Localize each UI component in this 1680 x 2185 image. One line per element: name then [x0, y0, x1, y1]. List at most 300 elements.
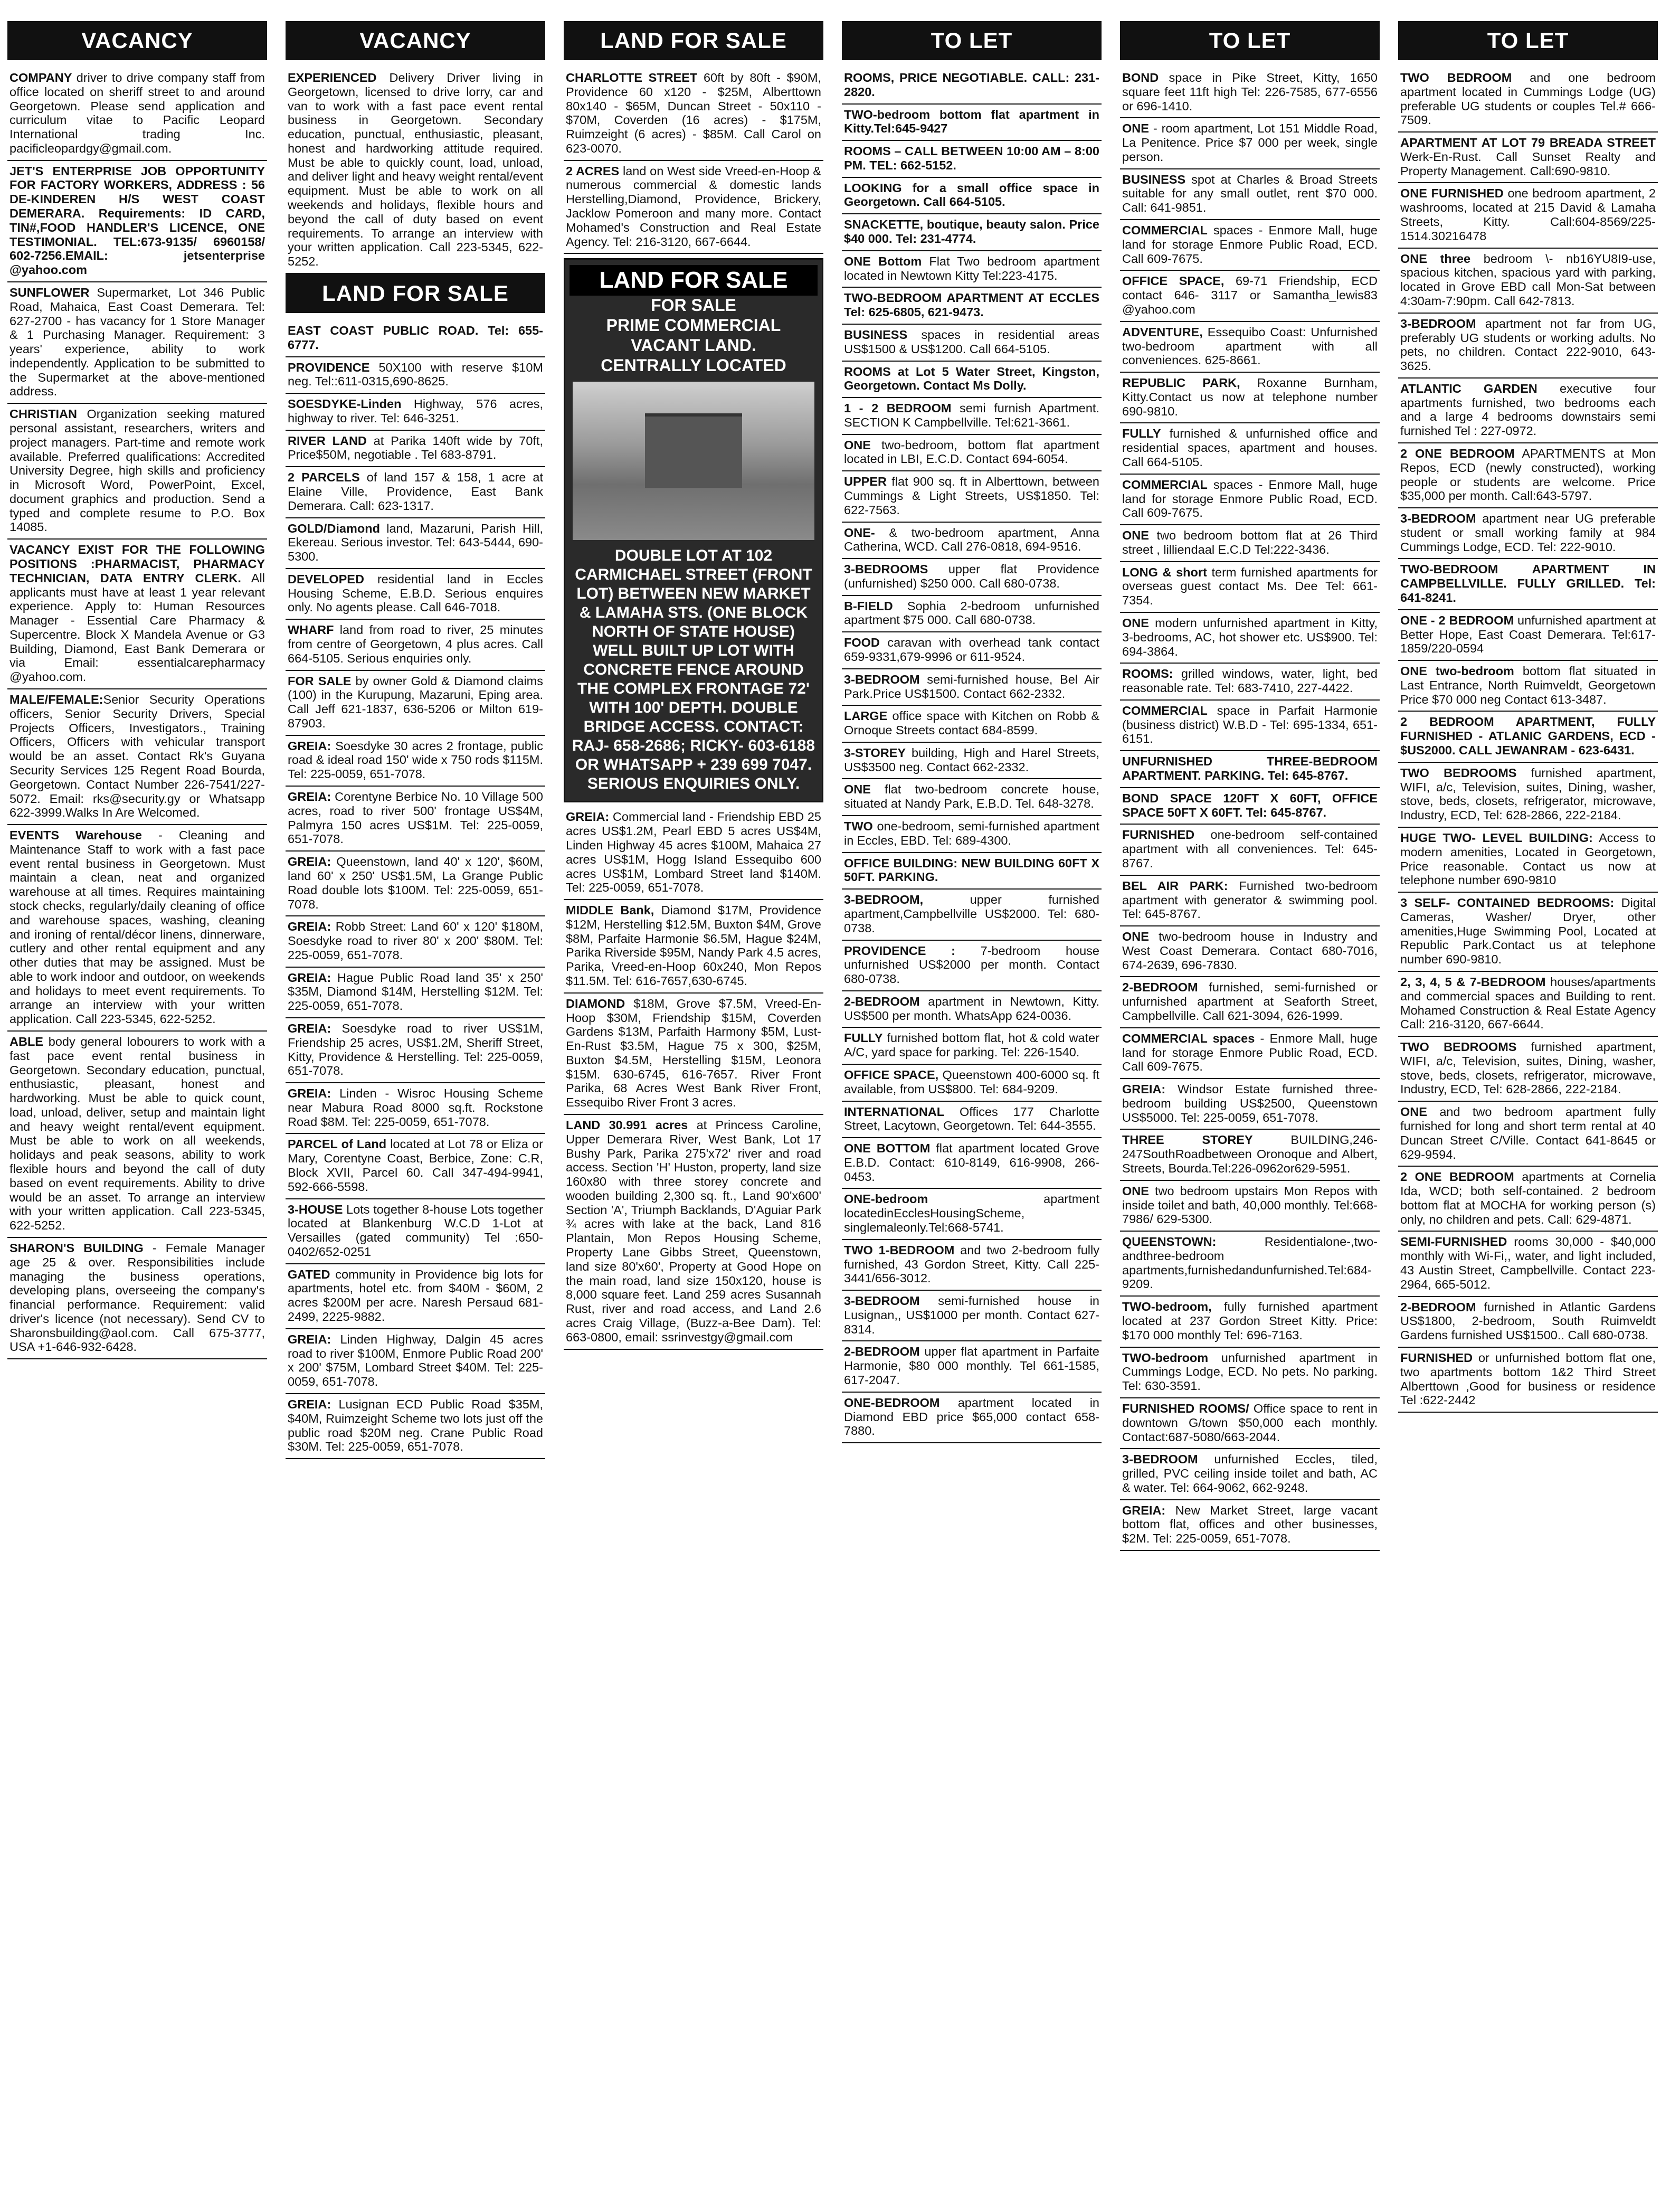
classified-ad [842, 890, 1102, 940]
section-header: LAND FOR SALE [286, 274, 545, 313]
ad-lead: CHRISTIAN [10, 407, 77, 421]
classified-ad [1120, 1232, 1380, 1297]
ad-lead: FULLY [844, 1031, 883, 1045]
ad-lead: 2 ACRES [566, 164, 620, 178]
classified-ad [1398, 68, 1658, 133]
classified-ad [564, 68, 823, 161]
classified-ad [1120, 664, 1380, 701]
ad-lead: 3-BEDROOM [1400, 316, 1476, 330]
section-header: LAND FOR SALE [564, 21, 823, 60]
ad-lead: LONG & short [1122, 565, 1207, 579]
ad-text: apartment near UG preferable student or small working family at 984 Cummings Lodge, ECD. Tel: 222-9010. [1400, 512, 1656, 554]
featured-ad-line: FOR SALE [651, 296, 736, 315]
ad-text: two-bedroom house in Industry and West Coast Demerara. Contact 680-7016, 674-2639, 696-7830. [1122, 930, 1378, 972]
classified-ad [1120, 322, 1380, 373]
ad-lead: GREIA: [288, 1086, 331, 1101]
classified-ad [842, 1393, 1102, 1443]
classified-ad [7, 161, 267, 282]
column-vacancy-1 [7, 21, 267, 2164]
classified-ad [1120, 788, 1380, 825]
classified-ad [286, 357, 545, 394]
section-header: TO LET [1398, 21, 1658, 60]
ad-text: Commercial land - Friendship EBD 25 acres US$1.2M, Pearl EBD 5 acres US$4M, Linden Highway 45 acres $100M, Mahaica 27 acres US$1M, Hogg Island Essequibo 600 acres US$1M, Lombard Street land $140M. Tel: 225-0059, 651-7078. [566, 810, 821, 895]
classified-ad [1398, 183, 1658, 248]
ad-text: apartment in Newtown, Kitty. US$500 per month. WhatsApp 624-0036. [844, 994, 1099, 1023]
ad-text: spot at Charles & Broad Streets suitable for any small outlet, rent $70 000. Call: 641-9851. [1122, 172, 1378, 215]
classified-ad [842, 1065, 1102, 1102]
ad-text: Soesdyke road to river US$1M, Friendship 25 acres, US$1.2M, Sheriff Street, Kitty, Providence & Herstelling. Tel: 225-0059, 651-7078. [288, 1021, 543, 1078]
ad-text: - room apartment, Lot 151 Middle Road, La Penitence. Price $7 000 per week, single person. [1122, 121, 1378, 164]
ad-text: Highway, 576 acres, highway to river. Tel: 646-3251. [288, 397, 543, 425]
ad-lead: TWO-BEDROOM APARTMENT AT ECCLES Tel: 625-6805, 621-9473. [844, 291, 1099, 319]
ad-lead: ONE Bottom [844, 254, 922, 268]
ad-text: Senior Security Operations officers, Senior Security Drivers, Special Projects Officers, Investigators., Training Officers, Officers with vehicular transport would be an asset. Contact Rk's Guyana Security Services 125 Regent Road Bourda, Georgetown. Contact Number 226-7541/227-5072. Email: rks@security.gy or Whatsapp 622-3999.Walks In Are Welcomed. [10, 693, 265, 820]
classified-ad [842, 523, 1102, 560]
ad-lead: ATLANTIC GARDEN [1400, 381, 1537, 395]
classified-ad [842, 1138, 1102, 1189]
ad-text: body general lobourers to work with a fast pace event rental business in Georgetown. Secondary education, punctual, enthusiastic, pleasant, honest and hardworking. Must be able to quick count, load, unload, deliver, setup and maintain light and heavy weight rental/event equipment. Must be able to work on all weekends, holidays and peak seasons, ability to work flexible hours and beyond the call of duty based on event requirements. Ability to drive would be an asset. To arrange an interview with your written application. Call 223-5345, 622-5252. [10, 1035, 265, 1233]
classified-ad [842, 779, 1102, 816]
ad-text: Roxanne Burnham, Kitty.Contact us now at telephone number 690-9810. [1122, 376, 1378, 418]
ad-text: residential land in Eccles Housing Scheme, E.B.D. Serious enquires only. No agents please. Call 646-7018. [288, 572, 543, 614]
ad-lead: 3-BEDROOM [844, 1294, 920, 1308]
ad-lead: 3-STOREY [844, 745, 906, 760]
ad-lead: HUGE TWO- LEVEL BUILDING: [1400, 830, 1593, 845]
ad-lead: THREE STOREY [1122, 1133, 1253, 1147]
ad-text: Residentialone-,two-andthree-bedroom apartments,furnishedandunfurnished.Tel:684-9209. [1122, 1235, 1378, 1291]
ad-text: building, High and Harel Streets, US$3500 neg. Contact 662-2332. [844, 745, 1099, 774]
ad-lead: OFFICE SPACE, [844, 1067, 939, 1082]
ad-text: Corentyne Berbice No. 10 Village 500 acres, road to river 500' frontage US$4M, Palmyra 150 acres US$1M. Tel: 225-0059, 651-7078. [288, 790, 543, 846]
ad-lead: BUSINESS [844, 327, 908, 342]
ad-lead: ONE [1122, 930, 1149, 944]
classified-ad [1398, 559, 1658, 610]
ad-lead: ONE-bedroom [844, 1192, 928, 1206]
ad-text: two bedroom bottom flat at 26 Third street , lilliendaal E.C.D Tel:222-3436. [1122, 528, 1378, 556]
ad-text: community in Providence big lots for apartments, hotel etc. from $40M - $60M, 2 acres $200M per acre. Naresh Persaud 681-2499, 2225-9882. [288, 1267, 543, 1324]
ad-lead: OFFICE BUILDING: NEW BUILDING 60FT X 50FT. PARKING. [844, 856, 1099, 884]
ad-lead: OFFICE SPACE, [1122, 274, 1225, 288]
ad-text: Queenstown, land 40' x 120', $60M, land 60' x 250' US$1.5M, La Grange Public Road double lots $100M. Tel: 225-0059, 651-7078. [288, 855, 543, 911]
classified-ad [1120, 1449, 1380, 1500]
ad-lead: SOESDYKE-Linden [288, 397, 402, 411]
classified-ad [842, 362, 1102, 399]
classified-ad [286, 1018, 545, 1083]
ad-text: Soesdyke 30 acres 2 frontage, public road & ideal road 150' wide x 750 rods $115M. Tel: 225-0059, 651-7078. [288, 739, 543, 781]
ad-text: Access to modern amenities, Located in Georgetown, Price reasonable. Contact us now at telephone number 690-9810 [1400, 830, 1656, 887]
ad-lead: LARGE [844, 709, 888, 723]
ad-lead: 2-BEDROOM [1400, 1300, 1476, 1314]
classified-ad [842, 991, 1102, 1028]
ad-lead: FOR SALE [288, 674, 352, 688]
ad-lead: GREIA: [288, 1397, 331, 1411]
ad-text: Queenstown 400-6000 sq. ft available, from US$800. Tel: 684-9209. [844, 1067, 1099, 1096]
ad-lead: 3-BEDROOMS [844, 562, 928, 576]
featured-ad-title: LAND FOR SALE [570, 265, 818, 296]
classified-ad [842, 68, 1102, 105]
ad-text: Hague Public Road land 35' x 250' $35M, Diamond $14M, Herstelling $12M. Tel: 225-0059, 651-7078. [288, 970, 543, 1013]
classified-ad [1120, 1500, 1380, 1551]
ad-text: bottom flat situated in Last Entrance, North Ruimveldt, Georgetown Price $70 000 neg Contact 613-3487. [1400, 664, 1656, 706]
ad-lead: 3 SELF- CONTAINED BEDROOMS: [1400, 896, 1615, 910]
ad-lead: JET'S ENTERPRISE JOB OPPORTUNITY FOR FACTORY WORKERS, ADDRESS : 56 DE-KINDEREN H/S WEST COAST DEMERARA. Requirements: ID CARD, TIN#,FOOD HANDLER'S LICENCE, ONE TESTIMONIAL. TEL:673-9135/ 6960158/ 602-7256.EMAIL: jetsenterprise @yahoo.com [10, 164, 265, 277]
ad-lead: SUNFLOWER [10, 285, 90, 299]
ad-lead: APARTMENT AT LOT 79 BREADA STREET [1400, 136, 1656, 150]
classified-ad [1120, 701, 1380, 751]
classified-ad [7, 825, 267, 1032]
ad-text: Delivery Driver living in Georgetown, licensed to drive lorry, car and van to work with a fast pace event rental business in Georgetown. Secondary education, punctual, enthusiastic, pleasant, honest and hardworking attitude required. Must be able to quickly count, load, unload, and deliver light and heavy weight rental/event equipment. Must be able to work on all weekends and holidays, flexible hours and beyond the call of duty based on event requirements. To arrange an interview with your written application. Call 223-5345, 622-5252. [288, 71, 543, 269]
ad-text: flat 900 sq. ft in Alberttown, between Cummings & Light Streets, US$1850. Tel: 622-7563. [844, 475, 1099, 517]
ad-text: at Parika 140ft wide by 70ft, Price$50M, negotiable . Tel 683-8791. [288, 433, 543, 462]
classified-ad [7, 68, 267, 161]
classified-ad [1398, 828, 1658, 893]
ad-text: one-bedroom self-contained apartment with all conveniences. Tel: 645-8767. [1122, 828, 1378, 870]
classified-ad [842, 214, 1102, 251]
ad-text: All applicants must have at least 1 year relevant experience. Apply to: Human Resources Manager - Essential Care Pharmacy & Supercentre. Block X Mandela Avenue or G3 Building, Diamond, East Bank Demerara or via Email: essentialcarepharmacy @yahoo.com. [10, 571, 265, 684]
ad-text: furnished bottom flat, hot & cold water A/C, yard space for parking. Tel: 226-1540. [844, 1031, 1099, 1060]
ad-text: Windsor Estate furnished three-bedroom building US$2500, Queenstown US$5000. Tel: 225-0059, 651-7078. [1122, 1082, 1378, 1124]
featured-ad-line: PRIME COMMERCIAL [606, 316, 781, 335]
ad-lead: GREIA: [288, 970, 331, 985]
classified-ad [1120, 475, 1380, 525]
ad-lead: ONE [1400, 1105, 1427, 1119]
ad-text: caravan with overhead tank contact 659-9331,679-9996 or 611-9524. [844, 636, 1099, 664]
ad-lead: FOOD [844, 636, 880, 650]
classified-ad [286, 787, 545, 852]
classified-ad [1398, 1037, 1658, 1102]
ad-text: New Market Street, large vacant bottom flat, offices and other businesses, $2M. Tel: 225-0059, 651-7078. [1122, 1503, 1378, 1546]
ad-text: furnished, semi-furnished or unfurnished apartment at Seaforth Street, Campbellville. Call 621-3094, 626-1999. [1122, 980, 1378, 1023]
ad-text: Lusignan ECD Public Road $35M, $40M, Ruimzeight Scheme two lots just off the public road $20M neg. Crane Public Road $30M. Tel: 225-0059, 651-7078. [288, 1397, 543, 1454]
classified-ad [1398, 1102, 1658, 1167]
ad-lead: 3-BEDROOM, [844, 893, 924, 907]
classified-ad [7, 404, 267, 540]
classified-ad [1120, 1028, 1380, 1079]
classified-ad [842, 398, 1102, 435]
ad-lead: TWO BEDROOMS [1400, 765, 1517, 780]
ad-lead: TWO-bedroom bottom flat apartment in Kitty.Tel:645-9427 [844, 107, 1099, 136]
classified-ad [1398, 1297, 1658, 1348]
ad-lead: COMMERCIAL [1122, 477, 1208, 491]
classified-ad [7, 540, 267, 689]
ad-text: space in Parfait Harmonie (business district) W.B.D - Tel: 695-1334, 651-6151. [1122, 703, 1378, 746]
ad-lead: ONE FURNISHED [1400, 186, 1504, 201]
ad-lead: 2-BEDROOM [844, 994, 920, 1008]
featured-ad-line: VACANT LAND. [631, 335, 756, 355]
ad-text: unfurnished apartment in Cummings Lodge, ECD. No pets. No parking. Tel: 630-3591. [1122, 1350, 1378, 1393]
ad-lead: FURNISHED [1122, 828, 1195, 842]
ad-text: Lots together 8-house Lots together located at Blankenburg W.C.D 1-Lot at Versailles (gated community) Tel :650-0402/652-0251 [288, 1202, 543, 1259]
section-header: TO LET [1120, 21, 1380, 60]
ad-lead: SEMI-FURNISHED [1400, 1235, 1507, 1249]
ad-text: land, Mazaruni, Parish Hill, Ekereau. Serious investor. Tel: 643-5444, 690-5300. [288, 521, 543, 564]
ad-lead: TWO-bedroom [1122, 1350, 1209, 1365]
ad-text: 7-bedroom house unfurnished US$2000 per month. Contact 680-0738. [844, 943, 1099, 986]
ad-lead: 3-BEDROOM [1400, 512, 1476, 526]
classified-ad [564, 1115, 823, 1350]
ad-lead: TWO BEDROOM [1400, 71, 1512, 84]
ad-lead: GREIA: [288, 1332, 331, 1346]
classified-ad [286, 852, 545, 916]
classified-ad [1398, 1232, 1658, 1297]
classified-ad [286, 320, 545, 357]
ad-lead: DEVELOPED [288, 572, 364, 586]
ad-lead: GREIA: [288, 1021, 331, 1035]
ad-lead: 1 - 2 BEDROOM [844, 401, 952, 415]
classified-ad [1120, 423, 1380, 474]
ad-text: BUILDING,246-247SouthRoadbetween Oronoque and Albert, Streets, Bourda.Tel:226-0962or629-5951. [1122, 1133, 1378, 1175]
classified-ad [1398, 379, 1658, 443]
classified-ad [842, 559, 1102, 596]
ad-text: Offices 177 Charlotte Street, Lacytown, Georgetown. Tel: 644-3555. [844, 1104, 1099, 1133]
ad-lead: ONE [1122, 616, 1149, 630]
classified-ad [286, 431, 545, 468]
ad-text: Office space to rent in downtown G/town $50,000 each monthly. Contact:687-5080/663-2044. [1122, 1401, 1378, 1444]
ad-lead: PARCEL of Land [288, 1137, 387, 1151]
classified-ad [842, 706, 1102, 743]
classified-ad [286, 1134, 545, 1199]
ad-lead: 2-BEDROOM [844, 1345, 920, 1359]
classified-ad [1120, 977, 1380, 1028]
ad-text: 50X100 with reserve $10M neg. Tel::611-0315,690-8625. [288, 360, 543, 389]
ad-text: two-bedroom, bottom flat apartment located in LBI, E.C.D. Contact 694-6054. [844, 438, 1099, 466]
ad-text: or unfurnished bottom flat one, two apartments bottom 1&2 Third Street Alberttown ,Good for business or residence Tel :622-2442 [1400, 1350, 1656, 1407]
classified-ad [286, 916, 545, 967]
ad-text: one-bedroom, semi-furnished apartment in Eccles, EBD. Tel: 689-4300. [844, 819, 1099, 847]
ad-lead: 2 ONE BEDROOM [1400, 446, 1515, 460]
classified-ad [1120, 613, 1380, 664]
classified-ad [1398, 314, 1658, 379]
featured-ad-body: DOUBLE LOT AT 102 CARMICHAEL STREET (FRONT LOT) BETWEEN NEW MARKET & LAMAHA STS. (ONE BLOCK NORTH OF STATE HOUSE) WELL BUILT UP LOT WITH CONCRETE FENCE AROUND THE COMPLEX FRONTAGE 72' WITH 100' DEPTH. DOUBLE BRIDGE ACCESS. CONTACT: RAJ- 658-2686; RICKY- 603-6188 OR WHATSAPP + 239 699 7047. SERIOUS ENQUIRIES ONLY. [572, 547, 815, 793]
ad-lead: SNACKETTE, boutique, beauty salon. Price $40 000. Tel: 231-4774. [844, 217, 1099, 246]
column-land-for-sale [564, 21, 823, 2164]
ad-lead: TWO BEDROOMS [1400, 1040, 1517, 1054]
ad-text: furnished apartment, WIFI, a/c, Television, suites, Dining, washer, stove, beds, closets, refrigerator, microwave, Industry, ECD, Tel: 628-2866, 222-2184. [1400, 1040, 1656, 1096]
classified-ad [1398, 763, 1658, 828]
ad-text: - Cleaning and Maintenance Staff to work with a fast pace event rental business in Georgetown. Must maintain a clean, neat and organized warehouse at all times. Requires maintaining stock checks, regularly/daily cleaning of office and warehouse spaces, washing, cleaning and ironing of rental/décor linens, dinnerware, cutlery and other rental equipment and any other duties that may be assigned. Must be able to work indoor and outdoor, on weekends and holidays to meet event requirements. To arrange an interview with your written application. Call 223-5345, 622-5252. [10, 828, 265, 1026]
ad-lead: ONE- [844, 525, 875, 540]
ad-lead: PROVIDENCE [288, 360, 370, 374]
classified-ad [1120, 373, 1380, 423]
ad-text: upper flat apartment in Parfaite Harmonie, $80 000 monthly. Tel 661-1585, 617-2047. [844, 1345, 1099, 1387]
ad-text: apartment located in Diamond EBD price $65,000 contact 658-7880. [844, 1395, 1099, 1438]
classified-ad [1398, 972, 1658, 1037]
featured-ad-line: CENTRALLY LOCATED [601, 355, 786, 375]
classified-ad [286, 467, 545, 518]
section-header: VACANCY [286, 21, 545, 60]
ad-text: Robb Street: Land 60' x 120' $180M, Soesdyke road to river 80' x 200' $80M. Tel: 225-0059, 651-7078. [288, 920, 543, 962]
ad-text: Diamond $17M, Providence $12M, Herstelling $12.5M, Buxton $4M, Grove $8M, Parfaite Harmonie $6.5M, Hague $24M, Parika Riverside $95M, Nandy Park 4.5 acres, Parika, Vreed-en-Hoop 60x240, Mon Repos $11.5M. Tel: 616-7657,630-6745. [566, 903, 821, 988]
classified-ad [1120, 68, 1380, 118]
classified-ad [1398, 893, 1658, 972]
ad-lead: ONE [1122, 1184, 1149, 1198]
ad-lead: DIAMOND [566, 996, 625, 1010]
ad-text: 60ft by 80ft - $90M, Providence 60 x120 - $25M, Alberttown 80x140 - $65M, Duncan Street - 50x110 - $70M, Coverden (16 acres) - $175M, Ruimzeight (6 acres) - $85M. Call Carol on 623-0070. [566, 71, 821, 155]
classified-ad [842, 743, 1102, 780]
ad-text: located at Lot 78 or Eliza or Mary, Corentyne Coast, Berbice, Zone: C.R, Block XVII, Parcel 60. Call 347-494-9941, 592-666-5598. [288, 1137, 543, 1194]
ad-lead: RIVER LAND [288, 433, 367, 448]
classified-ad [842, 178, 1102, 215]
classified-ad [286, 1394, 545, 1459]
ad-text: furnished apartment, WIFI, a/c, Television, suites, Dining, washer, stove, beds, closets, refrigerator, microwave, Industry, ECD, Tel: 628-2866, 222-2184. [1400, 765, 1656, 822]
ad-lead: B-FIELD [844, 599, 893, 613]
classified-ad [286, 968, 545, 1018]
classified-ad [1120, 118, 1380, 169]
ad-lead: VACANCY EXIST FOR THE FOLLOWING POSITIONS :PHARMACIST, PHARMACY TECHNICIAN, DATA ENTRY CLERK. [10, 543, 265, 585]
classified-ad [842, 1240, 1102, 1291]
classified-ad [7, 1238, 267, 1359]
ad-lead: 3-BEDROOM [1122, 1452, 1198, 1467]
ad-lead: 3-BEDROOM [844, 672, 920, 686]
classified-ad [842, 288, 1102, 325]
ad-lead: COMMERCIAL [1122, 223, 1208, 238]
classified-ad [1120, 825, 1380, 875]
ad-text: Organization seeking matured personal assistant, researchers, writers and project managers. Part-time and remote work available. Preferred qualifications: Accredited University Degree, high skills and proficiency in Microsoft Word, PowerPoint, Excel, document graphics and production. Send a typed and complete resume to P.O. Box 14085. [10, 407, 265, 534]
ad-lead: GREIA: [288, 920, 331, 934]
ad-text: office space with Kitchen on Robb & Ornoque Streets contact 684-8599. [844, 709, 1099, 737]
classified-ad [842, 251, 1102, 288]
ad-lead: UNFURNISHED THREE-BEDROOM APARTMENT. PARKING. Tel: 645-8767. [1122, 754, 1378, 783]
column-to-let-1 [842, 21, 1102, 2164]
classified-ad [1120, 876, 1380, 926]
column-to-let-2 [1120, 21, 1380, 2164]
ad-text: 69-71 Friendship, ECD contact 646- 3117 or Samantha_lewis83 @yahoo.com [1122, 274, 1378, 316]
property-photo [573, 382, 814, 540]
classified-ad [286, 569, 545, 620]
ad-lead: MIDDLE Bank, [566, 903, 654, 917]
classified-ad [1120, 1181, 1380, 1232]
ad-text: flat two-bedroom concrete house, situated at Nandy Park, E.B.D. Tel. 648-3278. [844, 782, 1099, 811]
ad-lead: TWO 1-BEDROOM [844, 1243, 955, 1257]
ad-text: modern unfurnished apartment in Kitty, 3-bedrooms, AC, hot shower etc. US$900. Tel: 694-3864. [1122, 616, 1378, 658]
ad-lead: TWO [844, 819, 873, 834]
ad-lead: GREIA: [288, 855, 331, 869]
classified-ad [1120, 926, 1380, 977]
ad-text: fully furnished apartment located at 237 Gordon Street Kitty. Price: $170 000 monthly Tel: 696-7163. [1122, 1300, 1378, 1342]
classified-ad [842, 941, 1102, 991]
ad-lead: ADVENTURE, [1122, 325, 1203, 339]
ad-lead: GREIA: [288, 790, 331, 804]
ad-lead: COMMERCIAL spaces [1122, 1031, 1255, 1045]
ad-lead: ONE three [1400, 251, 1471, 266]
ad-lead: TWO-bedroom, [1122, 1300, 1212, 1314]
classified-ad [842, 816, 1102, 853]
ad-lead: ROOMS, PRICE NEGOTIABLE. CALL: 231-2820. [844, 71, 1099, 99]
ad-lead: BEL AIR PARK: [1122, 878, 1228, 893]
classified-ad [842, 853, 1102, 890]
ad-lead: EXPERIENCED [288, 71, 377, 84]
ad-text: semi furnish Apartment. SECTION K Campbellville. Tel:621-3661. [844, 401, 1099, 429]
ad-text: of land 157 & 158, 1 acre at Elaine Ville, Providence, East Bank Demerara. Call: 623-1317. [288, 470, 543, 513]
column-to-let-3 [1398, 21, 1658, 2164]
classified-ad [1120, 1398, 1380, 1449]
ad-text: semi-furnished house in Lusignan,, US$1000 per month. Contact 627-8314. [844, 1294, 1099, 1336]
classified-ad [564, 807, 823, 900]
ad-text: spaces in residential areas US$1500 & US$1200. Call 664-5105. [844, 327, 1099, 356]
ad-text: furnished & unfurnished office and residential spaces, apartment and houses. Call 664-5105. [1122, 427, 1378, 469]
ad-text: space in Pike Street, Kitty, 1650 square feet 11ft high Tel: 226-7585, 677-6556 or 696-1410. [1122, 71, 1378, 113]
classified-ad [1398, 610, 1658, 661]
ad-lead: MALE/FEMALE: [10, 693, 103, 707]
classified-ad [7, 282, 267, 404]
classified-ad [1120, 1348, 1380, 1398]
ad-text: APARTMENTS at Mon Repos, ECD (newly constructed), working people or students are welcome. Price $35,000 per month. Call:643-5797. [1400, 446, 1656, 503]
ad-text: apartments at Cornelia Ida, WCD; both self-contained. 2 bedroom bottom flat at MOCHA for working person (s) only, no children and pets. Call: 629-4871. [1400, 1170, 1656, 1226]
ad-text: grilled windows, water, light, bed reasonable rate. Tel: 683-7410, 227-4422. [1122, 667, 1378, 695]
classified-ad [1120, 169, 1380, 220]
classified-ad [286, 394, 545, 431]
classified-ad [842, 1291, 1102, 1341]
classified-ad [286, 620, 545, 670]
classified-ad [1120, 562, 1380, 613]
classified-ad [1120, 751, 1380, 788]
ad-text: - Female Manager age 25 & over. Responsibilities include managing the business operations, developing plans, overseeing the company's financial performance. Requirement: valid driver's licence (not necessary). Send CV to Sharonsbuilding@aol.com. Call 675-3777, USA +1-646-932-6428. [10, 1241, 265, 1354]
classified-ad [286, 1199, 545, 1264]
ad-lead: SHARON'S BUILDING [10, 1241, 144, 1255]
ad-lead: ROOMS – CALL BETWEEN 10:00 AM – 8:00 PM. TEL: 662-5152. [844, 144, 1099, 172]
ad-lead: 2, 3, 4, 5 & 7-BEDROOM [1400, 975, 1546, 989]
classified-ad [842, 105, 1102, 141]
ad-text: Linden Highway, Dalgin 45 acres road to river $100M, Enmore Public Road 200' x 200' $75M, Lombard Street $40M. Tel: 225-0059, 651-7078. [288, 1332, 543, 1389]
ad-text: Essequibo Coast: Unfurnished two-bedroom apartment with all conveniences. 625-8661. [1122, 325, 1378, 367]
column-vacancy-2 [286, 21, 545, 2164]
ad-lead: 2 BEDROOM APARTMENT, FULLY FURNISHED - ATLANIC GARDENS, ECD - $US2000. CALL JEWANRAM - 623-6431. [1400, 715, 1656, 758]
ad-lead: FURNISHED ROOMS/ [1122, 1401, 1249, 1415]
ad-text: at Princess Caroline, Upper Demerara River, West Bank, Lot 17 Bushy Park, Parika 275'x72' river and road access. Section 'H' Huston, property, land size 160x80 with three storey concrete and wooden building 2,300 sq. ft., Land 90'x600' Section 'A', Triumph Backlands, D'Aguiar Park ¾ acres with lake at the back, Land 816 Plantain, Mon Repos Housing Scheme, Property Lane Gibbs Street, Queenstown, land size 80'x60', Property at Good Hope on the main road, land size 150x120, house is 8,000 square feet. Land 259 acres Susannah Rust, river and road access, and Land 2.6 acres Craig Village, (Buzz-a-Bee Dam). Tel: 663-0800, email: ssrinvestgy@gmail.com [566, 1118, 821, 1344]
ad-text: unfurnished apartment at Better Hope, East Coast Demerara. Tel:617-1859/220-0594 [1400, 613, 1656, 656]
ad-lead: REPUBLIC PARK, [1122, 376, 1240, 390]
ad-lead: GREIA: [1122, 1503, 1166, 1517]
classified-ad [7, 689, 267, 825]
ad-lead: 3-HOUSE [288, 1202, 343, 1216]
ad-lead: ONE - 2 BEDROOM [1400, 613, 1514, 627]
classified-ad [286, 1329, 545, 1394]
ad-lead: ONE [844, 782, 871, 797]
ad-lead: BUSINESS [1122, 172, 1186, 186]
ad-lead: UPPER [844, 475, 887, 489]
ad-text: $18M, Grove $7.5M, Vreed-En-Hoop $30M, Friendship $15M, Coverden Gardens $13M, Parfaith Harmony $5M, Lust-En-Rust $3.5M, Hague 75 x 300, $25M, Buxton $4.5M, Herstelling $15M, Leonora $15M. 630-6745, 616-7657. River Front Parika, 68 Acres West Bank River Front, Essequibo River Front 3 acres. [566, 996, 821, 1110]
classified-ad [1398, 712, 1658, 762]
classified-ad [842, 669, 1102, 706]
ad-text: bedroom \- nb16YU8I9-use, spacious kitchen, spacious yard with parking, located in Grove EBD call Mon-Sat between 4:30am-7:90pm. Call 642-7813. [1400, 251, 1656, 308]
classified-ad [842, 1341, 1102, 1392]
classified-ad [1398, 133, 1658, 183]
classified-ad [1120, 1130, 1380, 1180]
classified-ad [7, 1032, 267, 1238]
ad-lead: 2 ONE BEDROOM [1400, 1170, 1514, 1184]
ad-text: Furnished two-bedroom apartment with generator & swimming pool. Tel: 645-8767. [1122, 878, 1378, 921]
ad-text: Flat Two bedroom apartment located in Newtown Kitty Tel:223-4175. [844, 254, 1099, 282]
ad-text: Werk-En-Rust. Call Sunset Realty and Property Management. Call:690-9810. [1400, 149, 1656, 178]
ad-lead: PROVIDENCE : [844, 943, 955, 958]
ad-lead: 2-BEDROOM [1122, 980, 1198, 995]
classified-ad [842, 471, 1102, 522]
ad-text: rooms 30,000 - $40,000 monthly with Wi-Fi,, water, and light included, 43 Austin Street, Campbellville. Contact 223-2964, 665-5012. [1400, 1235, 1656, 1291]
classified-ad [1120, 220, 1380, 271]
ad-lead: QUEENSTOWN: [1122, 1235, 1217, 1249]
ad-lead: CHARLOTTE STREET [566, 71, 698, 84]
ad-lead: GATED [288, 1267, 330, 1281]
ad-lead: WHARF [288, 623, 334, 637]
ad-text: semi-furnished house, Bel Air Park.Price US$1500. Contact 662-2332. [844, 672, 1099, 701]
ad-text: and two 2-bedroom fully furnished, 43 Gordon Street, Kitty. Call 225- 3441/656-3012. [844, 1243, 1099, 1285]
ad-text: by owner Gold & Diamond claims (100) in the Kurupung, Mazaruni, Eping area. Call Jeff 621-1837, 636-5206 or Milton 619-87903. [288, 674, 543, 730]
ad-text: upper flat Providence (unfurnished) $250 000. Call 680-0738. [844, 562, 1099, 590]
ad-lead: ROOMS at Lot 5 Water Street, Kingston, Georgetown. Contact Ms Dolly. [844, 364, 1099, 393]
ad-lead: ONE [1122, 528, 1149, 543]
classified-ad [1398, 443, 1658, 508]
ad-text: flat apartment located Grove E.B.D. Contact: 610-8149, 616-9908, 266-0453. [844, 1141, 1099, 1184]
